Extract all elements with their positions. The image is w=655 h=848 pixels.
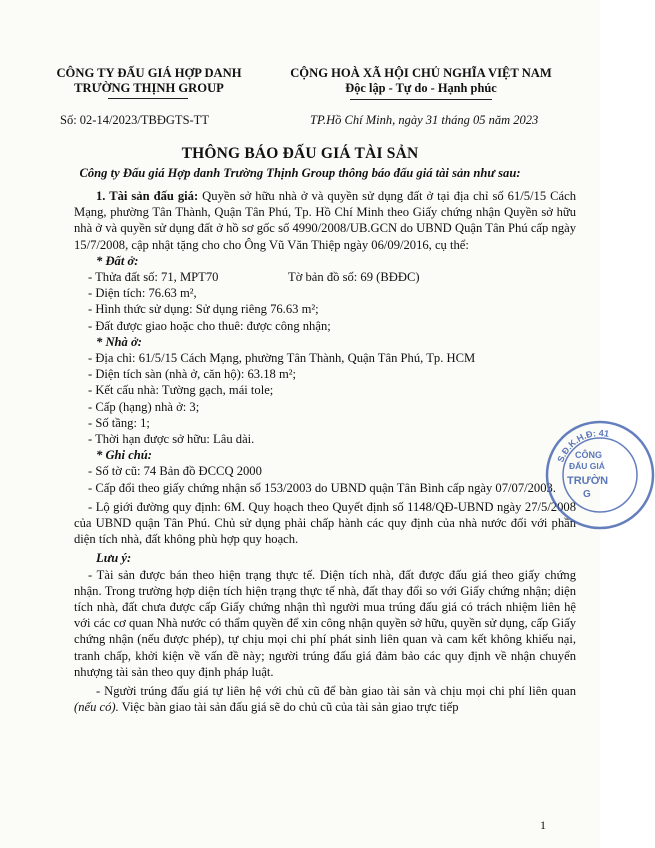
house-ownership-term: - Thời hạn được sở hữu: Lâu dài. xyxy=(88,432,255,447)
notes-heading: * Ghi chú: xyxy=(96,448,152,463)
page-number: 1 xyxy=(540,818,546,832)
land-map-sheet: Tờ bản đồ số: 69 (BĐĐC) xyxy=(288,270,420,285)
caution-heading: Lưu ý: xyxy=(96,551,132,566)
company-name-line2: TRƯỜNG THỊNH GROUP xyxy=(74,81,224,95)
house-floor-area: - Diện tích sàn (nhà ở, căn hộ): 63.18 m²; xyxy=(88,367,297,382)
caution-p2-before: - Người trúng đấu giá tự liên hệ với chủ cũ để bàn giao tài sản và chịu mọi chi phí liên quan xyxy=(96,684,576,699)
national-header-block xyxy=(262,66,580,96)
company-name-line1: CÔNG TY ĐẤU GIÁ HỢP DANH xyxy=(56,66,242,80)
document-subtitle: Công ty Đấu giá Hợp danh Trường Thịnh Group thông báo đấu giá tài sản như sau: xyxy=(79,166,521,180)
company-name-block xyxy=(44,66,254,96)
document-body xyxy=(74,188,576,716)
national-name: CỘNG HOÀ XÃ HỘI CHỦ NGHĨA VIỆT NAM xyxy=(290,66,552,80)
house-structure: - Kết cấu nhà: Tường gạch, mái tole; xyxy=(88,383,274,398)
land-parcel: - Thửa đất số: 71, MPT70 xyxy=(88,270,219,285)
land-parcel-row xyxy=(74,269,576,285)
caution-p2-after: Việc bàn giao tài sản đấu giá sẽ do chủ cũ của tài sản giao trực tiếp xyxy=(118,700,459,715)
caution-paragraph-1: - Tài sản được bán theo hiện trạng thực tế. Diện tích nhà, đất được đấu giá theo giấy chứng nhận. Trong trường hợp diện tích hiện trạng thực tế nhà, đất thay đổi so với Giấy chứng nhận; diện tích nhà, đất chưa được cấp Giấy chứng nhận thì người mua trúng đấu giá có trách nhiệm liên hệ với các cơ quan Nhà nước có thẩm quyền để xin công nhận quyền sở hữu, quyền sử dụng, cấp Giấy chứng nhận (nếu được phép), tự chịu mọi chi phí phát sinh liên quan và cam kết không khiếu nại, tranh chấp, khởi kiện về vấn đề này; người trúng đấu giá đảm bảo các quy định về nhận chuyển nhượng tài sản theo quy định pháp luật. xyxy=(74,567,576,679)
notes-reissue: - Cấp đổi theo giấy chứng nhận số 153/2003 do UBND quận Tân Bình cấp ngày 07/07/2003. xyxy=(88,480,556,495)
asset-description: Quyền sở hữu nhà ở và quyền sử dụng đất ở tại địa chỉ số 61/5/15 Cách Mạng, phường Tân Thành, Quận Tân Phú, Tp. Hồ Chí Minh theo Giấy chứng nhận Quyền sở hữu nhà ở và quyền sử dụng đất ở hồ sơ gốc số 4990/2008/UB.GCN do UBND Quận Tân Phú cấp ngày 15/7/2008, cập nhật tặng cho cho Ông Vũ Văn Thiệp ngày 06/09/2016, cụ thể: xyxy=(74,189,576,252)
house-floors: - Số tầng: 1; xyxy=(88,415,150,430)
document-number: Số: 02-14/2023/TBĐGTS-TT xyxy=(60,113,209,127)
stamp-line-2: ĐẤU GIÁ xyxy=(569,461,605,471)
house-grade: - Cấp (hạng) nhà ở: 3; xyxy=(88,399,200,414)
house-address: - Địa chỉ: 61/5/15 Cách Mạng, phường Tân Thành, Quận Tân Phú, Tp. HCM xyxy=(88,351,476,366)
asset-label: 1. Tài sản đấu giá: xyxy=(96,189,199,203)
stamp-ring-text: S.Đ.K.H.Đ: 41 xyxy=(555,427,610,464)
motto-underline xyxy=(350,99,492,100)
notes-old-number: - Số tờ cũ: 74 Bản đồ ĐCCQ 2000 xyxy=(88,464,262,479)
land-heading: * Đất ở: xyxy=(96,253,139,268)
house-heading: * Nhà ở: xyxy=(96,334,142,349)
national-motto: Độc lập - Tự do - Hạnh phúc xyxy=(345,81,497,95)
caution-paragraph-2 xyxy=(74,683,576,715)
document-date: TP.Hồ Chí Minh, ngày 31 tháng 05 năm 2023 xyxy=(310,113,539,127)
notes-setback: - Lộ giới đường quy định: 6M. Quy hoạch theo Quyết định số 1148/QĐ-UBND ngày 27/5/2008 của UBND quận Tân Phú. Chủ sử dụng phải chấp hành các quy định của nhà nước đối với phần diện tích nhà, đất không phù hợp quy hoạch. xyxy=(74,499,576,547)
asset-paragraph xyxy=(74,188,576,253)
company-seal-stamp xyxy=(545,400,655,550)
caution-p2-italic: (nếu có). xyxy=(74,700,119,715)
land-area: - Diện tích: 76.63 m², xyxy=(88,286,197,301)
stamp-line-4: G xyxy=(583,489,591,500)
land-allocation: - Đất được giao hoặc cho thuê: được công nhận; xyxy=(88,318,331,333)
document-title: THÔNG BÁO ĐẤU GIÁ TÀI SẢN xyxy=(181,145,419,162)
company-underline xyxy=(108,98,188,99)
stamp-line-1: CÔNG xyxy=(575,450,602,460)
land-usage-form: - Hình thức sử dụng: Sử dụng riêng 76.63 m²; xyxy=(88,302,319,317)
stamp-line-3: TRƯỜN xyxy=(567,475,609,487)
